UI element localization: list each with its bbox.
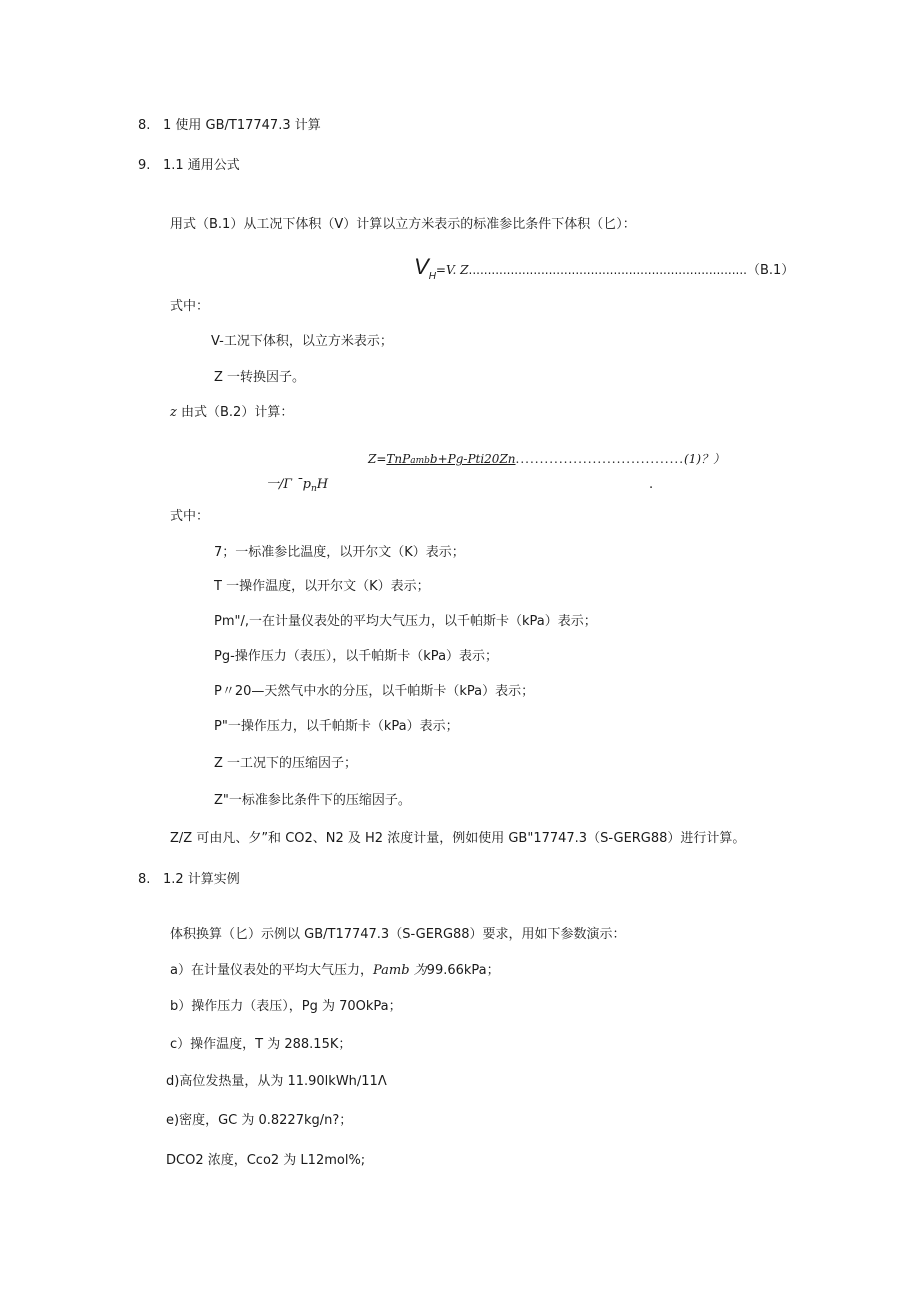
definition-item: Z 一转换因子。 <box>214 370 306 385</box>
formula-leader-dots: ......................................................................... <box>468 263 747 277</box>
example-intro: 体积换算（匕）示例以 GB/T17747.3（S-GERG88）要求，用如下参数演示： <box>170 927 626 942</box>
formula-subscript: n <box>310 484 317 494</box>
param-text: a）在计量仪表处的平均大气压力， <box>170 963 373 978</box>
where-label: 式中： <box>170 299 210 314</box>
where-label: 式中： <box>170 509 210 524</box>
param-item-c: c）操作温度，T 为 288.15K； <box>170 1037 352 1052</box>
definition-item: V-工况下体积，以立方米表示； <box>211 334 393 349</box>
formula-lhs: Z= <box>368 452 387 466</box>
zz-note: Z/Z 可由凡、夕”和 CO2、N2 及 H2 浓度计量，例如使用 GB"17747.3（S-GERG88）进行计算。 <box>170 831 746 846</box>
heading-number: 8. <box>138 118 151 133</box>
definition-item: Z"一标准参比条件下的压缩因子。 <box>214 793 411 808</box>
param-item-f: DCO2 浓度，Cco2 为 L12mol%; <box>166 1153 366 1168</box>
param-value: 99.66kPa； <box>426 963 500 978</box>
section-heading: 1.2 计算实例 <box>163 872 240 887</box>
definition-item: Pg-操作压力（表压），以千帕斯卡（kPa）表示； <box>214 649 499 664</box>
formula-trailing-dot: . <box>649 477 654 492</box>
formula-leader-dots: ................................... <box>515 452 685 466</box>
heading-number: 8. <box>138 872 151 887</box>
intro-paragraph: 用式（B.1）从工况下体积（V）计算以立方米表示的标准参比条件下体积（匕）： <box>170 217 636 232</box>
definition-item: Z 一工况下的压缩因子； <box>214 756 358 771</box>
formula-subscript: H <box>428 271 436 282</box>
heading-number: 9. <box>138 158 151 173</box>
formula-term: b+Pg-Pti20Zn <box>429 452 516 466</box>
formula-label: (1)？） <box>684 452 726 466</box>
param-item-a <box>170 962 500 980</box>
formula-b2-denominator <box>266 476 328 495</box>
formula-b1 <box>414 254 794 285</box>
section-heading: 1 使用 GB/T17747.3 计算 <box>163 118 321 133</box>
definition-item: P"一操作压力，以千帕斯卡（kPa）表示； <box>214 719 459 734</box>
formula-symbol-v: V <box>414 254 429 279</box>
formula-label: （B.1） <box>746 263 795 278</box>
formula-rhs: =V. Z <box>435 263 469 277</box>
formula-term: 一/Г ˉp <box>266 477 311 492</box>
definition-item: Pm"/,一在计量仪表处的平均大气压力，以千帕斯卡（kPa）表示； <box>214 614 597 629</box>
formula-term: TnP <box>386 452 411 466</box>
z-calc-text: 由式（B.2）计算： <box>176 405 294 420</box>
z-calc-line <box>170 404 293 422</box>
section-heading: 1.1 通用公式 <box>163 158 240 173</box>
formula-term: H <box>316 477 329 492</box>
formula-subscript: amb <box>410 456 430 466</box>
param-item-d: d)高位发热量，从为 11.90lkWh∕11Λ <box>166 1074 387 1089</box>
definition-item: T 一操作温度，以开尔文（K）表示； <box>214 579 430 594</box>
definition-item: P〃20—天然气中水的分压，以千帕斯卡（kPa）表示； <box>214 684 535 699</box>
z-symbol: z <box>170 405 177 420</box>
formula-b2-numerator <box>368 450 725 470</box>
definition-item: 7；一标准参比温度，以开尔文（K）表示； <box>214 545 465 560</box>
param-symbol: Pamb 为 <box>372 963 427 978</box>
param-item-e: e)密度，GC 为 0.8227kg/n?； <box>166 1113 353 1128</box>
param-item-b: b）操作压力（表压），Pg 为 70OkPa； <box>170 999 402 1014</box>
